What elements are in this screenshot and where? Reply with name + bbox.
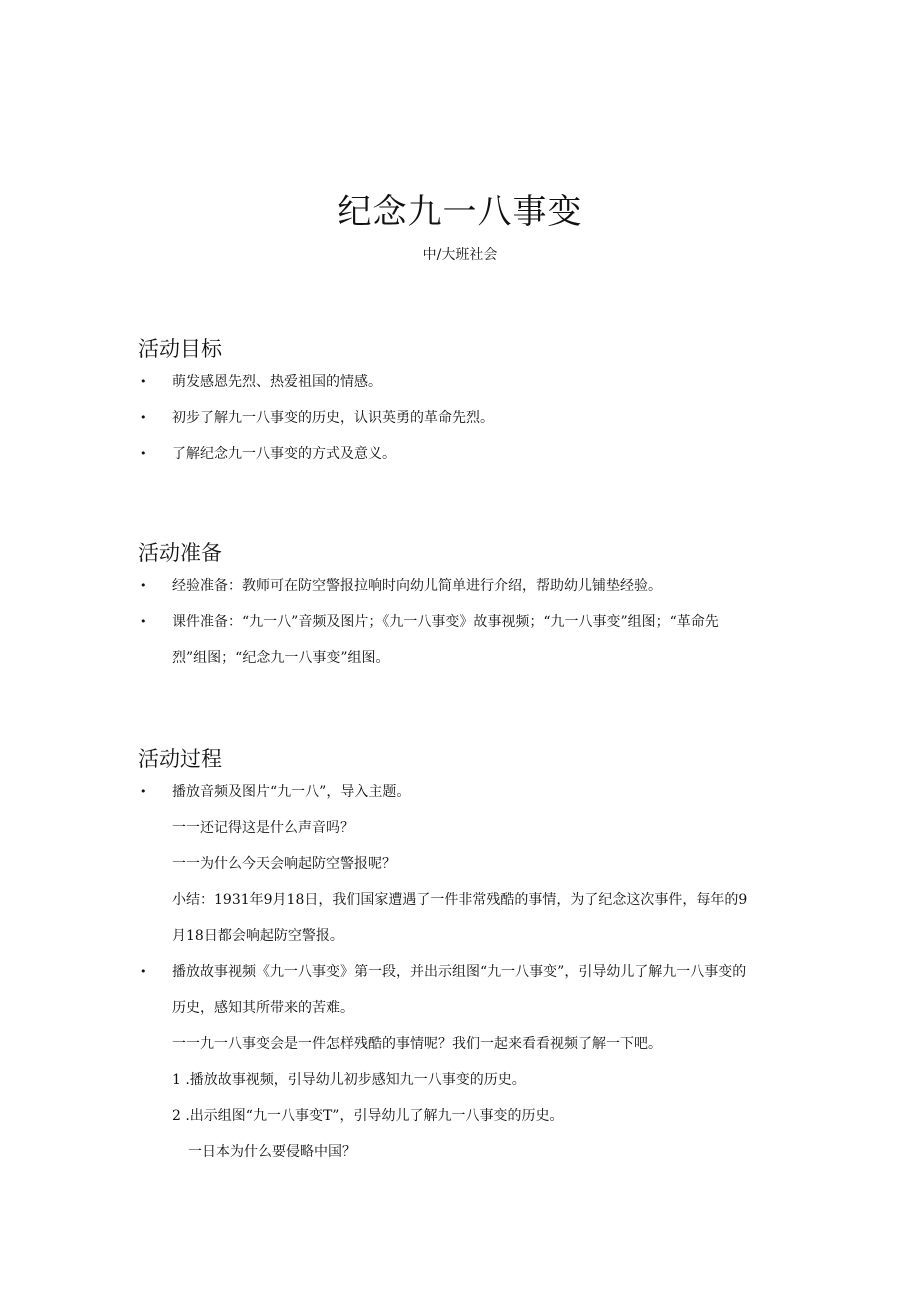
section-process — [138, 744, 838, 1170]
section-heading-goals: 活动目标 — [138, 337, 222, 361]
section-heading-preparation: 活动准备 — [138, 541, 222, 565]
process-list — [138, 774, 838, 1170]
list-item — [138, 954, 838, 990]
bullet-icon: • — [140, 615, 147, 628]
bullet-icon: • — [140, 447, 147, 460]
list-item — [138, 400, 838, 436]
list-item-text: 课件准备：“九一八”音频及图片；《九一八事变》故事视频；“九一八事变”组图；“革命先 — [172, 614, 719, 630]
paragraph-line: 小结：1931年9月18日，我们国家遭遇了一件非常残酷的事情，为了纪念这次事件，每年的9 — [172, 892, 748, 908]
list-item-text: 播放故事视频《九一八事变》第一段，并出示组图“九一八事变”，引导幼儿了解九一八事变的 — [172, 964, 747, 980]
page-subtitle: 中/大班社会 — [422, 247, 498, 263]
goals-list — [138, 364, 838, 472]
list-item — [138, 774, 838, 810]
list-item-text: 萌发感恩先烈、热爱祖国的情感。 — [172, 374, 382, 390]
list-item — [138, 436, 838, 472]
paragraph-line: 一一还记得这是什么声音吗？ — [172, 820, 354, 836]
list-item — [138, 604, 838, 640]
section-heading-process: 活动过程 — [138, 747, 222, 771]
paragraph-line: 一日本为什么要侵略中国？ — [188, 1144, 356, 1160]
section-goals — [138, 334, 838, 472]
list-item — [138, 568, 838, 604]
bullet-icon: • — [140, 375, 147, 388]
list-item-text: 经验准备：教师可在防空警报拉响时向幼儿简单进行介绍，帮助幼儿铺垫经验。 — [172, 578, 662, 594]
paragraph-line: 一一为什么今天会响起防空警报呢？ — [172, 856, 396, 872]
paragraph-line: 2 .出示组图“九一八事变T”，引导幼儿了解九一八事变的历史。 — [172, 1108, 564, 1124]
preparation-list — [138, 568, 838, 676]
list-item-text: 初步了解九一八事变的历史，认识英勇的革命先烈。 — [172, 410, 494, 426]
bullet-icon: • — [140, 411, 147, 424]
bullet-icon: • — [140, 785, 147, 798]
list-item-text: 播放音频及图片“九一八”，导入主题。 — [172, 784, 411, 800]
paragraph-line: 历史，感知其所带来的苦难。 — [172, 1000, 354, 1016]
paragraph-line: 1 .播放故事视频，引导幼儿初步感知九一八事变的历史。 — [172, 1072, 526, 1088]
paragraph-line: 月18日都会响起防空警报。 — [172, 928, 344, 944]
list-item — [138, 364, 838, 400]
bullet-icon: • — [140, 965, 147, 978]
bullet-icon: • — [140, 579, 147, 592]
list-item-text: 了解纪念九一八事变的方式及意义。 — [172, 446, 396, 462]
page-title: 纪念九一八事变 — [337, 192, 583, 232]
paragraph-line: 一一九一八事变会是一件怎样残酷的事情呢？我们一起来看看视频了解一下吧。 — [172, 1036, 662, 1052]
section-preparation — [138, 538, 838, 676]
list-item-continuation: 烈”组图；“纪念九一八事变”组图。 — [172, 650, 390, 666]
